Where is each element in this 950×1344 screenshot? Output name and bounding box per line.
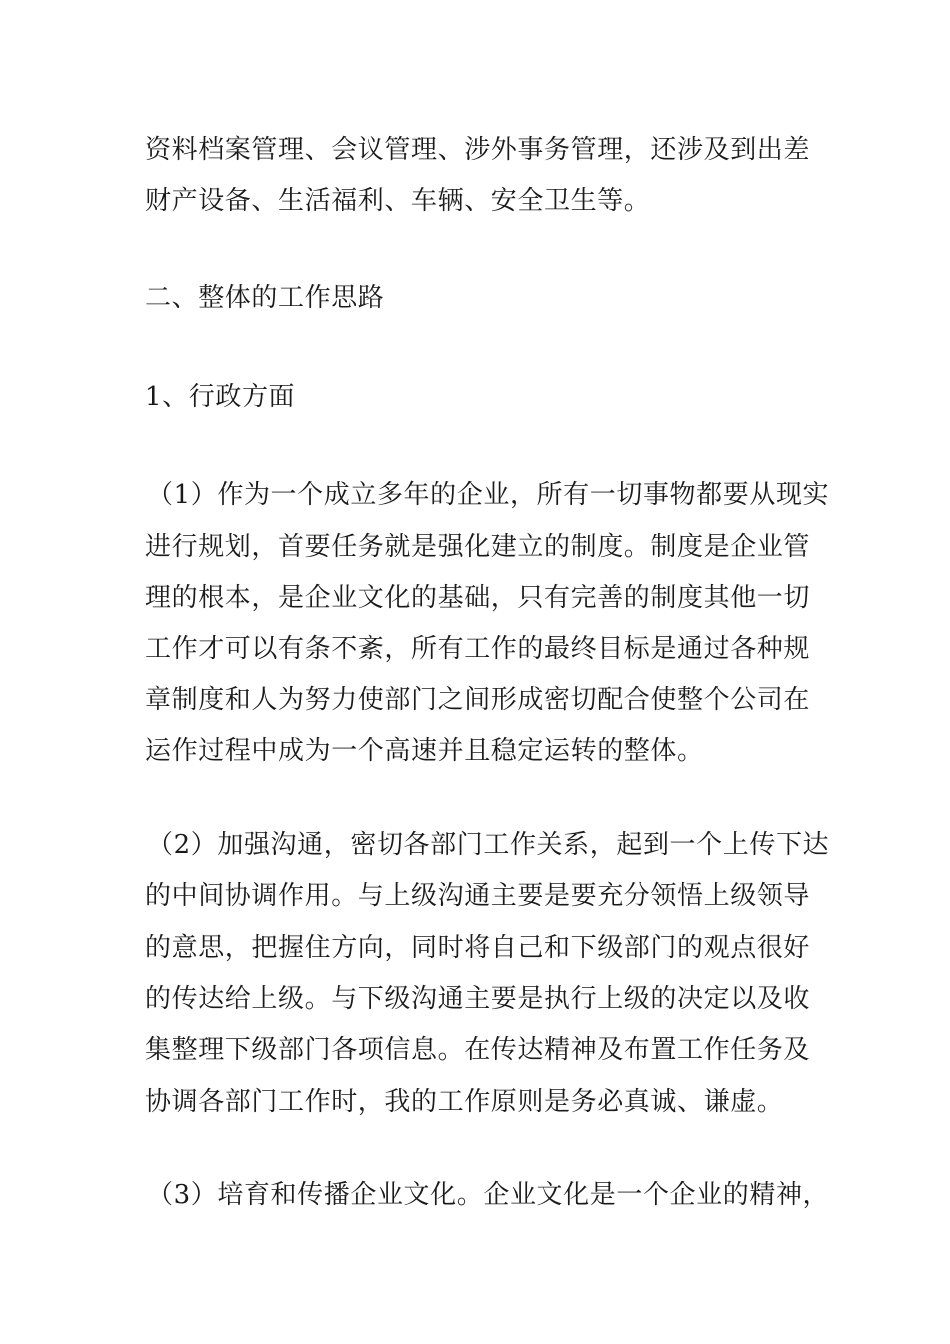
paragraph-line: 财产设备、生活福利、车辆、安全卫生等。	[145, 186, 651, 216]
paragraph-line: （2）加强沟通，密切各部门工作关系，起到一个上传下达	[147, 830, 830, 860]
subsection-heading: 1、行政方面	[145, 382, 296, 412]
paragraph-line: 协调各部门工作时，我的工作原则是务必真诚、谦虚。	[145, 1087, 784, 1117]
paragraph-line: （3）培育和传播企业文化。企业文化是一个企业的精神，	[147, 1180, 830, 1210]
paragraph-line: （1）作为一个成立多年的企业，所有一切事物都要从现实	[147, 480, 830, 510]
paragraph-line: 的中间协调作用。与上级沟通主要是要充分领悟上级领导	[145, 881, 811, 911]
paragraph-line: 理的根本，是企业文化的基础，只有完善的制度其他一切	[145, 583, 811, 613]
paragraph-line: 的传达给上级。与下级沟通主要是执行上级的决定以及收	[145, 984, 811, 1014]
paragraph-line: 的意思，把握住方向，同时将自己和下级部门的观点很好	[145, 933, 811, 963]
paragraph-line: 章制度和人为努力使部门之间形成密切配合使整个公司在	[145, 685, 811, 715]
paragraph-line: 集整理下级部门各项信息。在传达精神及布置工作任务及	[145, 1035, 811, 1065]
section-heading: 二、整体的工作思路	[145, 283, 385, 313]
paragraph-line: 工作才可以有条不紊，所有工作的最终目标是通过各种规	[145, 634, 811, 664]
paragraph-line: 资料档案管理、会议管理、涉外事务管理，还涉及到出差	[145, 135, 811, 165]
paragraph-line: 运作过程中成为一个高速并且稳定运转的整体。	[145, 736, 704, 766]
paragraph-line: 进行规划，首要任务就是强化建立的制度。制度是企业管	[145, 532, 811, 562]
